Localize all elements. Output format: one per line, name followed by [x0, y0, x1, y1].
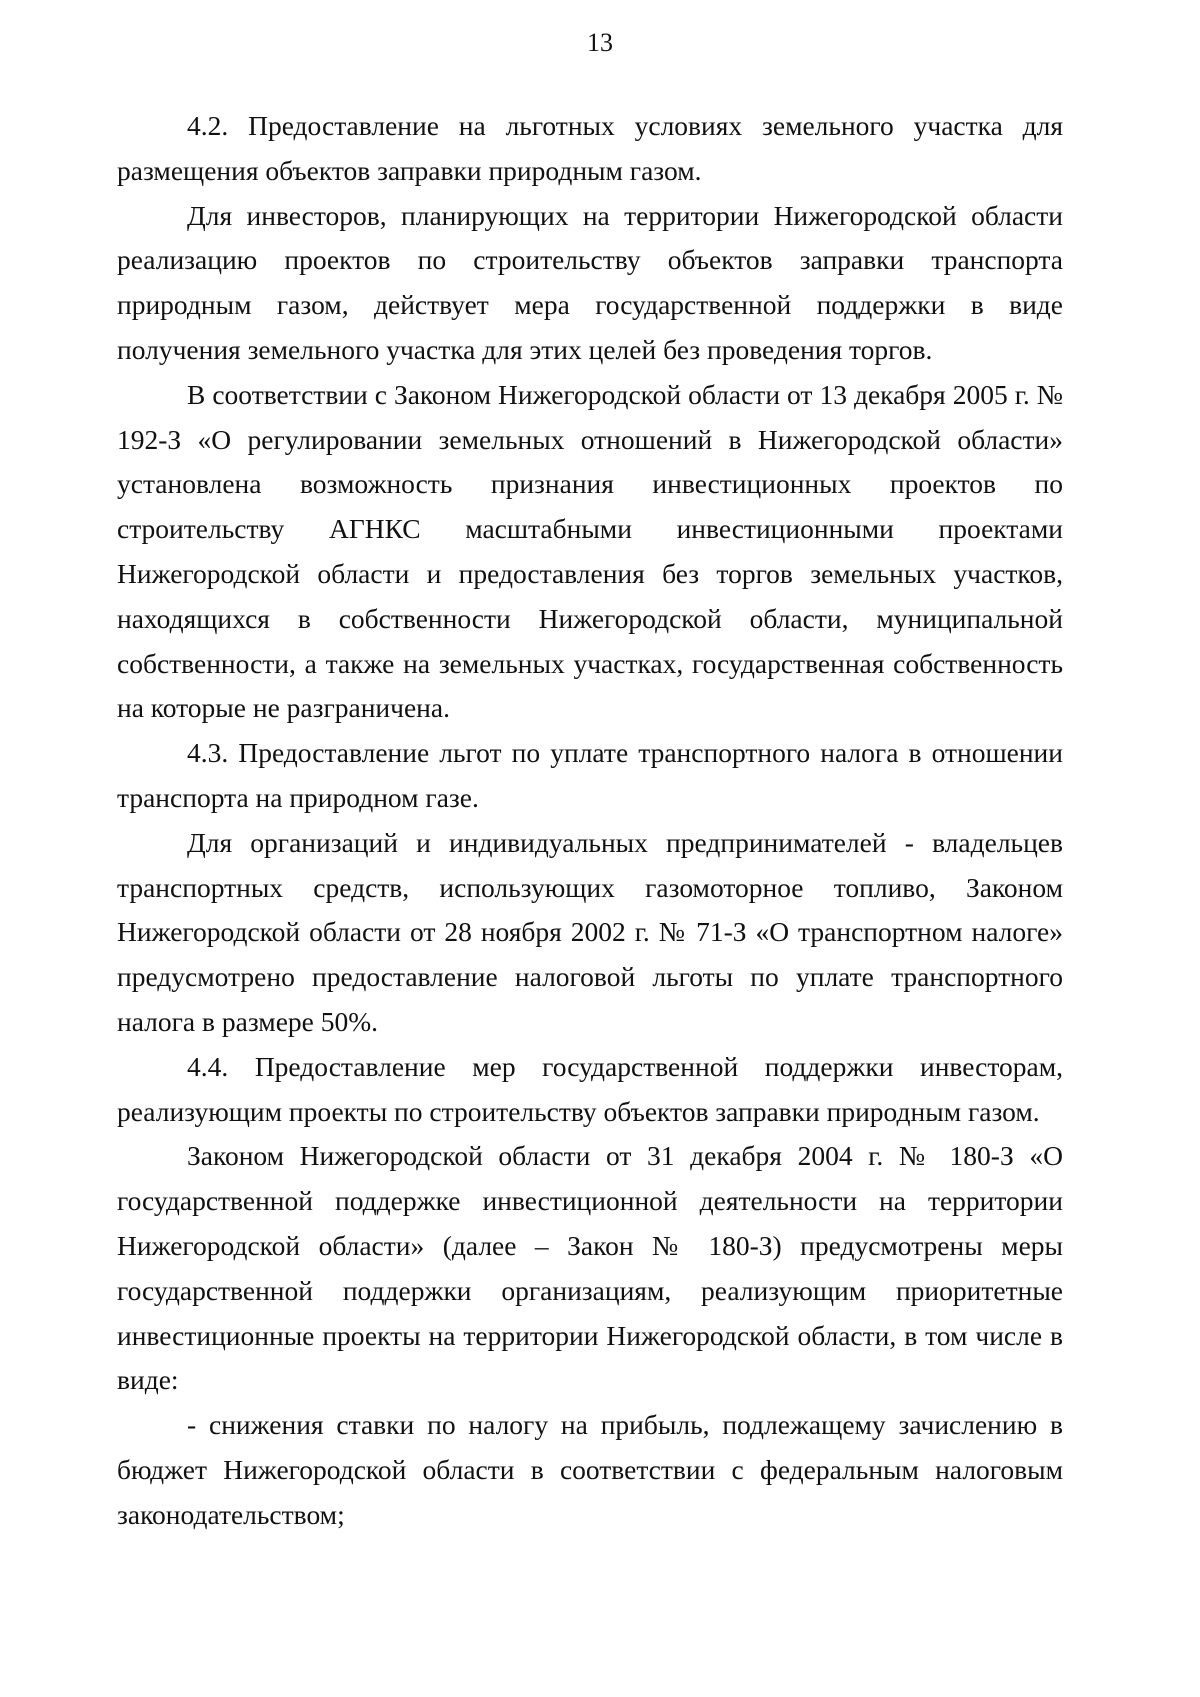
section-4-4-heading: 4.4. Предоставление мер государственной поддержки инвесторам, реализующим проекты по строительству объектов заправки природным газом. [117, 1050, 1063, 1127]
section-4-2-heading: 4.2. Предоставление на льготных условиях земельного участка для размещения объектов заправки природным газом. [117, 110, 1063, 186]
list-item-profit-tax-reduction: - снижения ставки по налогу на прибыль, подлежащему зачислению в бюджет Нижегородской области в соответствии с федеральным налоговым законодательством; [117, 1409, 1063, 1530]
page-number: 13 [587, 28, 613, 57]
section-4-3-heading: 4.3. Предоставление льгот по уплате транспортного налога в отношении транспорта на природном газе. [117, 737, 1063, 813]
paragraph-law-180-z: Законом Нижегородской области от 31 декабря 2004 г. № 180-З «О государственной поддержке инвестиционной деятельности на территории Нижегородской области» (далее – Закон № 180-З) предусмотрены меры государственной поддержки организациям, реализующим приоритетные инвестиционные проекты на территории Нижегородской области, в том числе в виде: [117, 1140, 1063, 1396]
paragraph-law-192-z: В соответствии с Законом Нижегородской области от 13 декабря 2005 г. № 192-З «О регулировании земельных отношений в Нижегородской области» установлена возможность признания инвестиционных проектов по строительству АГНКС масштабными инвестиционными проектами Нижегородской области и предоставления без торгов земельных участков, находящихся в собственности Нижегородской области, муниципальной собственности, а также на земельных участках, государственная собственность на которые не разграничена. [117, 378, 1063, 724]
paragraph-transport-tax-benefit: Для организаций и индивидуальных предпринимателей - владельцев транспортных средств, использующих газомоторное топливо, Законом Нижегородской области от 28 ноября 2002 г. № 71-З «О транспортном налоге» предусмотрено предоставление налоговой льготы по уплате транспортного налога в размере 50%. [117, 826, 1063, 1037]
document-body [117, 104, 1063, 1538]
paragraph-land-plot-measure: Для инвесторов, планирующих на территории Нижегородской области реализацию проектов по строительству объектов заправки транспорта природным газом, действует мера государственной поддержки в виде получения земельного участка для этих целей без проведения торгов. [117, 199, 1063, 365]
